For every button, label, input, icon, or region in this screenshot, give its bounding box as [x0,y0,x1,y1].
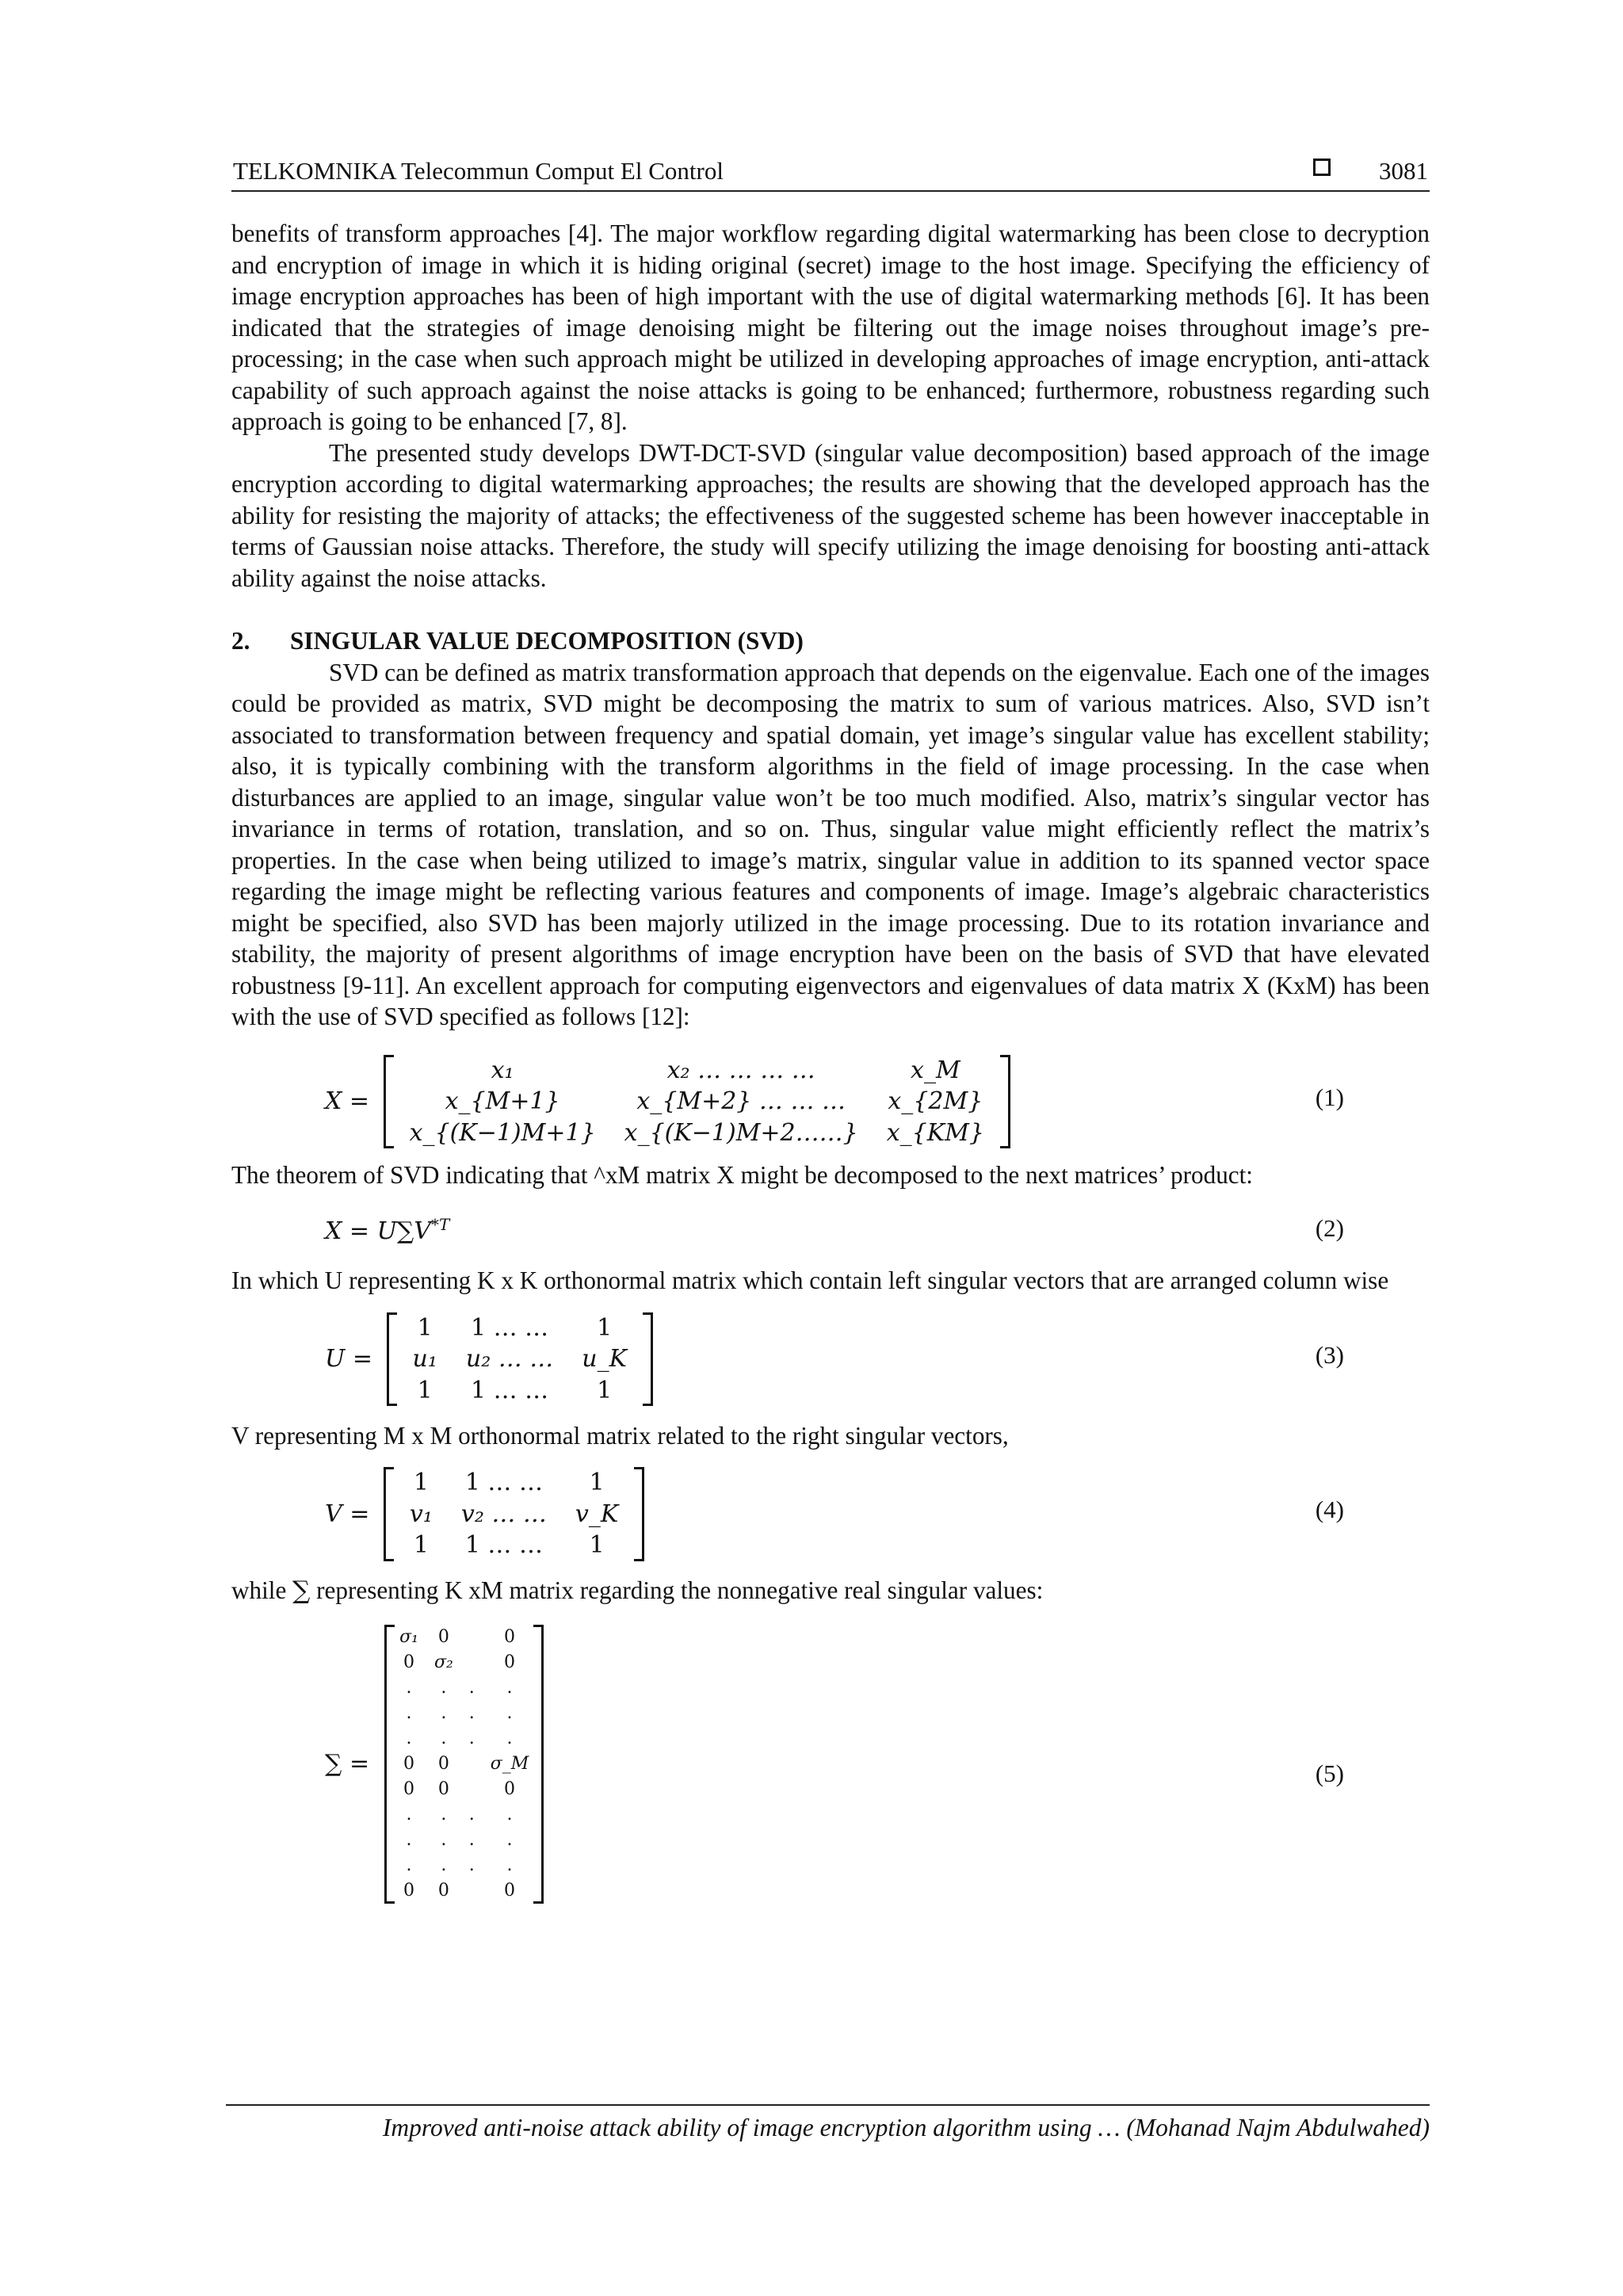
eq5-cell [461,1625,483,1650]
eq5-cell: . [468,1829,475,1850]
paragraph-5: In which U representing K x K orthonormal matrix which contain left singular vectors that are arranged column wise [231,1266,1389,1294]
eq5-cell: . [506,1677,513,1698]
eq5-cell: . [406,1829,412,1850]
eq5-cell: . [468,1728,475,1748]
journal-name: TELKOMNIKA Telecommun Comput El Control [233,157,724,185]
eq3-cell: 1 [417,1376,433,1404]
eq1-lhs: X = [325,1087,370,1115]
eq2-superscript: *T [430,1215,450,1234]
square-bullet-icon [1313,159,1331,176]
paragraph-7 [231,1575,1430,1607]
paragraph-4: The theorem of SVD indicating that ^xM matrix X might be decomposed to the next matrices’ product: [231,1160,1253,1189]
section-title: SINGULAR VALUE DECOMPOSITION (SVD) [290,627,804,655]
eq5-cell: . [468,1677,475,1698]
eq5-matrix [384,1625,544,1904]
eq5-cell: . [506,1855,513,1875]
eq5-cell [461,1650,483,1675]
eq4-cell: v₂ … … [460,1499,547,1528]
eq5-cell: . [406,1728,412,1748]
eq5-cell: . [406,1677,412,1698]
eq5-cell [461,1878,483,1904]
eq5-cell: 0 [403,1753,415,1774]
paragraph-6: V representing M x M orthonormal matrix related to the right singular vectors, [231,1421,1009,1450]
equation-4 [231,1462,1430,1564]
page-number: 3081 [1379,157,1428,185]
eq4-cell: 1 [413,1531,429,1559]
eq1-cell: x_{(K−1)M+2……} [624,1118,858,1147]
eq5-cell: 0 [403,1880,415,1901]
equation-number-2: (2) [1315,1214,1344,1242]
eq4-cell: 1 [589,1531,605,1559]
eq5-cell: 0 [403,1652,415,1672]
equation-3 [231,1308,1430,1409]
equation-5 [231,1625,1430,1926]
section-number: 2. [231,627,250,655]
eq4-cell: 1 [413,1469,429,1496]
eq5-cell: . [441,1677,447,1698]
equation-number-5: (5) [1315,1759,1344,1787]
eq4-table [395,1467,632,1561]
eq5-cell: . [468,1702,475,1723]
eq3-cell: u_K [582,1345,628,1373]
equation-1 [231,1047,1430,1148]
eq5-cell: . [441,1829,447,1850]
eq5-cell: . [406,1804,412,1824]
eq1-cell: x_{M+2} … … … [636,1087,846,1115]
paragraph-3: SVD can be defined as matrix transformation approach that depends on the eigenvalue. Each one of the images could be provided as matrix, SVD might be decomposing the matrix to sum of various matrices. Also, SVD isn’t associated to transformation between frequency and spatial domain, yet image’s singular value has excellent stability; also, it is typically combining with the transform algorithms in the field of image processing. In the case when disturbances are applied to an image, singular value won’t be too much modified. Also, matrix’s singular vector has invariance in terms of rotation, translation, and so on. Thus, singular value might efficiently reflect the matrix’s properties. In the case when being utilized to image’s matrix, singular value in addition to its spanned vector space regarding the image might be reflecting various features and components of image. Image’s algebraic characteristics might be specified, also SVD has been majorly utilized in the image processing. Due to its rotation invariance and stability, the majority of present algorithms of image encryption have been on the basis of SVD that have elevated robustness [9-11]. An excellent approach for computing eigenvectors and eigenvalues of data matrix X (KxM) has been with the use of SVD specified as follows [12]: [231,658,1430,1030]
paragraph-2: The presented study develops DWT-DCT-SVD (singular value decomposition) based approach of the image encryption according to digital watermarking approaches; the results are showing that the developed approach has the ability for resisting the majority of attacks; the effectiveness of the suggested scheme has been however inacceptable in terms of Gaussian noise attacks. Therefore, the study will specify utilizing the image denoising for boosting anti-attack ability against the noise attacks. [231,438,1430,592]
eq2-lhs: X = U∑V [325,1217,431,1245]
eq5-cell: 0 [504,1778,516,1799]
eq3-cell: u₁ [412,1345,437,1373]
eq5-cell: σ₂ [433,1652,453,1672]
eq5-table [391,1625,537,1904]
eq1-cell: x_{KM} [886,1118,984,1147]
equation-number-3: (3) [1315,1340,1344,1369]
eq5-cell: . [441,1855,447,1875]
footer-running-title: Improved anti-noise attack ability of image encryption algorithm using … (Mohanad Najm Abdulwahed) [382,2114,1430,2141]
eq4-cell: v₁ [409,1499,433,1528]
eq3-cell: u₂ … … [465,1345,554,1373]
eq3-cell: 1 … … [471,1313,549,1342]
sum-symbol: ∑ [292,1576,311,1605]
eq5-cell: . [506,1728,513,1748]
eq5-cell: . [441,1804,447,1824]
eq5-cell: . [468,1855,475,1875]
eq1-cell: x_{M+1} [445,1087,560,1115]
eq5-lhs: ∑ = [325,1749,370,1778]
eq1-table [395,1055,999,1149]
paragraph-7-start: while [231,1576,293,1604]
paragraph-7-end: representing K xM matrix regarding the nonnegative real singular values: [310,1576,1044,1604]
paragraph-1: benefits of transform approaches [4]. The major workflow regarding digital watermarking has been close to decryption and encryption of image in which it is hiding original (secret) image to the host image. Specifying the efficiency of image encryption approaches has been of high important with the use of digital watermarking methods [6]. It has been indicated that the strategies of image denoising might be filtering out the image noises throughout image’s pre-processing; in the case when such approach might be utilized in developing approaches of image encryption, anti-attack capability of such approach against the noise attacks is going to be enhanced; furthermore, robustness regarding such approach is going to be enhanced [7, 8]. [231,220,1430,435]
eq5-cell: σ_M [490,1753,529,1774]
eq5-cell: . [506,1702,513,1723]
eq3-lhs: U = [325,1345,372,1373]
eq5-cell: 0 [437,1880,449,1901]
eq3-cell: 1 … … [471,1376,549,1404]
equation-number-1: (1) [1315,1083,1344,1111]
eq1-cell: x_{2M} [888,1087,983,1115]
page-header [231,152,1430,192]
eq1-cell: x₁ [491,1056,514,1084]
eq1-matrix [384,1055,1010,1149]
eq4-matrix [384,1467,644,1561]
eq3-cell: 1 [597,1313,613,1342]
eq5-cell: . [441,1702,447,1723]
eq3-matrix [387,1312,654,1407]
equation-number-4: (4) [1315,1496,1344,1523]
eq3-cell: 1 [417,1313,433,1342]
section-heading [231,625,1430,657]
eq1-cell: x_M [911,1056,960,1084]
eq5-cell [461,1752,483,1777]
eq4-cell: 1 … … [464,1531,543,1559]
eq5-cell: σ₁ [399,1626,418,1647]
eq5-cell: . [506,1829,513,1850]
equation-2 [231,1201,1430,1259]
page-footer [226,2104,1430,2141]
eq1-cell: x₂ … … … … [666,1056,815,1084]
eq1-cell: x_{(K−1)M+1} [409,1118,596,1147]
eq3-cell: 1 [597,1376,613,1404]
eq5-cell: . [506,1804,513,1824]
eq4-cell: v_K [575,1499,619,1528]
page-body [231,218,1430,1932]
eq5-cell: . [468,1804,475,1824]
eq5-cell: 0 [437,1778,449,1799]
eq4-cell: 1 … … [464,1469,543,1496]
eq5-cell: 0 [504,1652,516,1672]
eq5-cell [461,1777,483,1802]
eq5-cell: 0 [403,1778,415,1799]
eq5-cell: . [406,1855,412,1875]
eq4-lhs: V = [325,1499,370,1528]
eq5-cell: 0 [504,1880,516,1901]
eq3-table [399,1312,642,1407]
eq5-cell: 0 [437,1626,449,1647]
eq5-cell: 0 [504,1626,516,1647]
eq4-cell: 1 [589,1469,605,1496]
eq5-cell: 0 [437,1753,449,1774]
eq5-cell: . [406,1702,412,1723]
eq5-cell: . [441,1728,447,1748]
